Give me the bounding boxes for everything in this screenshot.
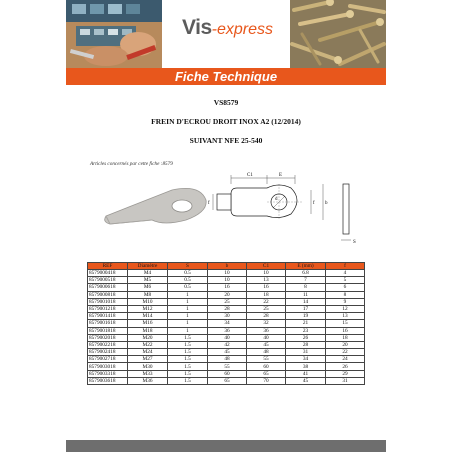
table-cell: 17	[286, 305, 326, 312]
table-cell: 0.5	[168, 270, 208, 277]
table-cell: 9	[326, 298, 365, 305]
table-cell: 60	[208, 370, 247, 377]
technical-drawing	[207, 170, 365, 253]
table-cell: 38	[286, 363, 326, 370]
table-cell: 10	[208, 270, 247, 277]
table-cell: 8579003018	[88, 363, 128, 370]
table-cell: 26	[326, 363, 365, 370]
table-cell: 26	[286, 334, 326, 341]
table-cell: 25	[247, 305, 286, 312]
table-cell: 20	[326, 341, 365, 348]
table-cell: M5	[128, 277, 168, 284]
table-cell: 45	[247, 341, 286, 348]
table-cell: 28	[208, 305, 247, 312]
table-cell: 34	[286, 356, 326, 363]
header-photo-tools	[66, 0, 162, 68]
table-cell: 1.5	[168, 349, 208, 356]
vis-express-logo	[182, 16, 292, 50]
table-cell: 48	[247, 349, 286, 356]
table-cell: 18	[326, 334, 365, 341]
table-row	[88, 327, 365, 334]
table-cell: M8	[128, 291, 168, 298]
table-cell: 8579002018	[88, 334, 128, 341]
table-cell: 60	[247, 363, 286, 370]
articles-note: Articles concernés par cette fiche :8579	[90, 161, 173, 167]
table-cell: 31	[326, 377, 365, 384]
table-row	[88, 334, 365, 341]
table-cell: 19	[286, 313, 326, 320]
table-cell: 1	[168, 320, 208, 327]
table-cell: 36	[247, 327, 286, 334]
table-cell: 8579001218	[88, 305, 128, 312]
table-cell: 10	[247, 270, 286, 277]
label-e: E	[279, 173, 283, 178]
fiche-technique-banner: Fiche Technique	[66, 68, 386, 85]
table-row	[88, 270, 365, 277]
table-cell: 65	[247, 370, 286, 377]
table-row	[88, 305, 365, 312]
table-cell: 1.5	[168, 356, 208, 363]
logo-suffix-text: -express	[211, 21, 274, 38]
table-cell: 0.5	[168, 284, 208, 291]
table-row	[88, 298, 365, 305]
table-cell: 12	[326, 305, 365, 312]
table-cell: 8579000418	[88, 270, 128, 277]
table-row	[88, 356, 365, 363]
table-cell: 8579003618	[88, 377, 128, 384]
table-cell: M36	[128, 377, 168, 384]
table-cell: 14	[286, 298, 326, 305]
table-cell: 16	[247, 284, 286, 291]
table-cell: 8579000618	[88, 284, 128, 291]
label-b: b	[325, 201, 328, 206]
table-cell: 40	[247, 334, 286, 341]
column-header: C1	[247, 263, 286, 270]
table-cell: 21	[286, 320, 326, 327]
table-cell: 40	[208, 334, 247, 341]
product-name: FREIN D'ECROU DROIT INOX A2 (12/2014)	[151, 117, 301, 126]
table-cell: 7	[286, 277, 326, 284]
logo-main-text: Vis	[182, 16, 212, 39]
product-standard: SUIVANT NFE 25-540	[189, 136, 263, 145]
table-cell: 31	[286, 349, 326, 356]
table-cell: 25	[208, 298, 247, 305]
table-cell: M16	[128, 320, 168, 327]
table-cell: 16	[208, 284, 247, 291]
table-cell: 1.5	[168, 377, 208, 384]
column-header: S	[168, 263, 208, 270]
table-cell: 10	[208, 277, 247, 284]
table-cell: 45	[286, 377, 326, 384]
table-cell: 6	[326, 284, 365, 291]
table-cell: 55	[208, 363, 247, 370]
table-cell: 13	[247, 277, 286, 284]
table-cell: 23	[286, 327, 326, 334]
table-cell: 30	[208, 313, 247, 320]
table-cell: 70	[247, 377, 286, 384]
table-cell: 13	[326, 313, 365, 320]
table-row	[88, 313, 365, 320]
table-cell: M24	[128, 349, 168, 356]
table-cell: 8579000518	[88, 277, 128, 284]
table-cell: 8579001818	[88, 327, 128, 334]
table-row	[88, 370, 365, 377]
table-cell: 5	[326, 277, 365, 284]
table-cell: 1.5	[168, 334, 208, 341]
table-cell: M22	[128, 341, 168, 348]
table-cell: 45	[208, 349, 247, 356]
table-cell: 22	[326, 349, 365, 356]
table-cell: 32	[247, 320, 286, 327]
table-cell: 6.8	[286, 270, 326, 277]
table-cell: 34	[208, 320, 247, 327]
table-cell: 1	[168, 327, 208, 334]
table-cell: 8579003318	[88, 370, 128, 377]
table-cell: 24	[326, 356, 365, 363]
table-row	[88, 363, 365, 370]
column-header: REF	[88, 263, 128, 270]
table-row	[88, 349, 365, 356]
table-cell: 20	[208, 291, 247, 298]
table-cell: 8579002418	[88, 349, 128, 356]
table-cell: 1.5	[168, 363, 208, 370]
table-cell: 65	[208, 377, 247, 384]
table-cell: 1.5	[168, 341, 208, 348]
column-header: f	[326, 263, 365, 270]
label-f-right: f	[313, 201, 315, 206]
table-cell: M12	[128, 305, 168, 312]
table-cell: 8	[286, 284, 326, 291]
table-cell: 29	[326, 370, 365, 377]
table-row	[88, 341, 365, 348]
table-cell: 8579002718	[88, 356, 128, 363]
table-cell: 16	[326, 327, 365, 334]
table-cell: M33	[128, 370, 168, 377]
table-cell: 28	[247, 313, 286, 320]
table-cell: M6	[128, 284, 168, 291]
table-cell: 1	[168, 298, 208, 305]
column-header: E (mm)	[286, 263, 326, 270]
product-reference: VS8579	[213, 98, 239, 107]
label-c1: C1	[247, 173, 253, 178]
table-cell: M4	[128, 270, 168, 277]
table-cell: M18	[128, 327, 168, 334]
label-d: d	[275, 197, 278, 202]
table-cell: 11	[286, 291, 326, 298]
table-cell: 4	[326, 270, 365, 277]
footer-bar	[66, 440, 386, 452]
table-cell: 8579000818	[88, 291, 128, 298]
column-header: b	[208, 263, 247, 270]
table-cell: 41	[286, 370, 326, 377]
table-cell: 8579002218	[88, 341, 128, 348]
table-row	[88, 291, 365, 298]
table-row	[88, 377, 365, 384]
table-cell: 28	[286, 341, 326, 348]
table-cell: 15	[326, 320, 365, 327]
table-cell: 1	[168, 313, 208, 320]
table-cell: 8579001618	[88, 320, 128, 327]
table-cell: M30	[128, 363, 168, 370]
table-cell: 22	[247, 298, 286, 305]
table-cell: 8	[326, 291, 365, 298]
table-row	[88, 284, 365, 291]
table-cell: 18	[247, 291, 286, 298]
table-header-row	[88, 263, 365, 270]
dimensions-table	[87, 262, 365, 385]
label-s: S	[353, 240, 356, 245]
table-row	[88, 277, 365, 284]
table-cell: 1.5	[168, 370, 208, 377]
header	[66, 0, 386, 68]
label-f-left: f	[208, 201, 210, 206]
header-photo-screws	[290, 0, 386, 68]
column-header: Diamètre	[128, 263, 168, 270]
table-cell: 42	[208, 341, 247, 348]
table-cell: 1	[168, 305, 208, 312]
table-cell: 36	[208, 327, 247, 334]
table-cell: 8579001418	[88, 313, 128, 320]
table-cell: 0.5	[168, 277, 208, 284]
table-cell: M20	[128, 334, 168, 341]
table-row	[88, 320, 365, 327]
lock-washer-photo	[102, 186, 210, 231]
table-cell: M10	[128, 298, 168, 305]
table-cell: 8579001018	[88, 298, 128, 305]
table-cell: M14	[128, 313, 168, 320]
table-cell: M27	[128, 356, 168, 363]
table-cell: 1	[168, 291, 208, 298]
table-cell: 55	[247, 356, 286, 363]
table-cell: 48	[208, 356, 247, 363]
